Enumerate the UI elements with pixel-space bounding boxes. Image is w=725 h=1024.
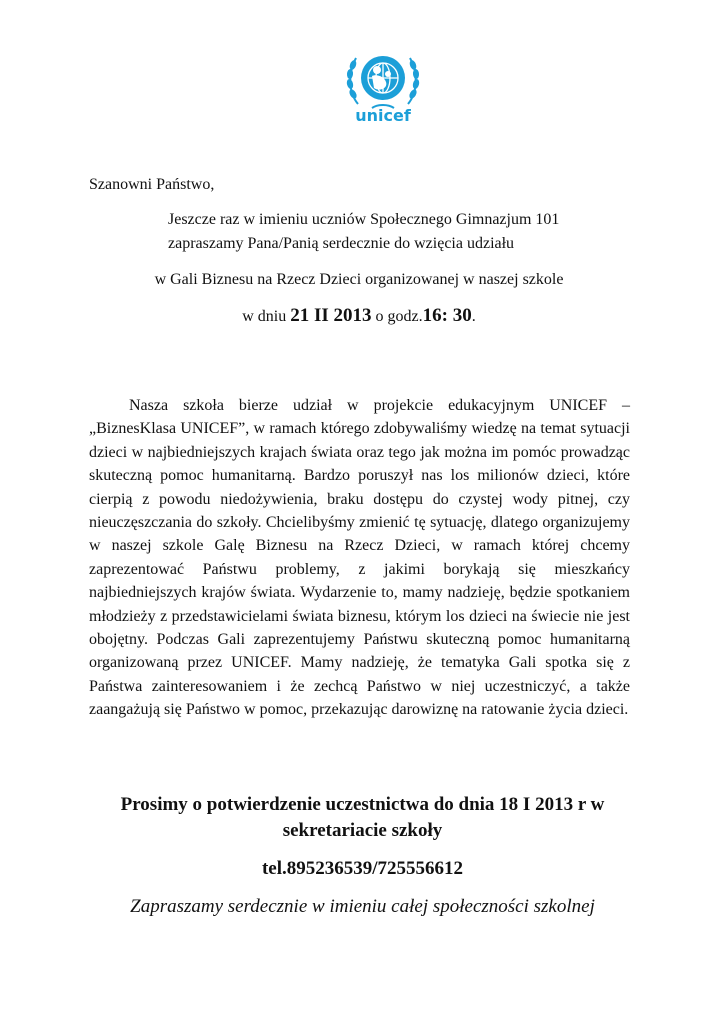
event-time: 16: 30 bbox=[422, 305, 472, 326]
invitation-line-1: Jeszcze raz w imieniu uczniów Społecznego Gimnazjum 101 bbox=[168, 211, 560, 228]
unicef-logo bbox=[344, 48, 422, 124]
time-prefix: o godz. bbox=[371, 308, 423, 325]
event-date: 21 II 2013 bbox=[290, 305, 372, 326]
phone-number: tel.895236539/725556612 bbox=[261, 858, 464, 879]
time-suffix: . bbox=[471, 308, 476, 325]
salutation: Szanowni Państwo, bbox=[89, 176, 215, 193]
unicef-wordmark: unicef bbox=[355, 106, 411, 125]
body-paragraph: Nasza szkoła bierze udział w projekcie edukacyjnym UNICEF – „BiznesKlasa UNICEF”, w ramach którego zdobywaliśmy wiedzę na temat sytuacji dzieci w najbiedniejszych krajach świata oraz tego jak można im pomóc prowadząc skuteczną pomoc humanitarną. Bardzo poruszył nas los milionów dzieci, które cierpią z powodu niedożywienia, braku dostępu do czystej wody pitnej, czy nieuczęszczania do szkoły. Chcielibyśmy zmienić tę sytuację, dlatego organizujemy w naszej szkole Galę Biznesu na Rzecz Dzieci, w ramach której chcemy zaprezentować Państwu problemy, z jakimi borykają się mieszkańcy najbiedniejszych krajów świata. Wydarzenie to, mamy nadzieję, będzie spotkaniem młodzieży z przedstawicielami świata biznesu, którym los dzieci na świecie nie jest obojętny. Podczas Gali zaprezentujemy Państwu skuteczną pomoc humanitarną organizowaną przez UNICEF. Mamy nadzieję, że tematyka Gali spotka się z Państwa zainteresowaniem i że zechcą Państwo w niej uczestniczyć, a także zaangażują się Państwo w pomoc, przekazując darowiznę na ratowanie życia dzieci. bbox=[89, 397, 630, 719]
unicef-emblem-icon bbox=[344, 48, 422, 110]
confirmation-request: Prosimy o potwierdzenie uczestnictwa do dnia 18 I 2013 r w sekretariacie szkoły bbox=[120, 794, 605, 841]
invitation-line-3: w Gali Biznesu na Rzecz Dzieci organizowanej w naszej szkole bbox=[154, 271, 564, 288]
invitation-line-2: zapraszamy Pana/Panią serdecznie do wzięcia udziału bbox=[168, 235, 515, 252]
closing-line: Zapraszamy serdecznie w imieniu całej społeczności szkolnej bbox=[130, 896, 595, 917]
date-prefix: w dniu bbox=[242, 308, 291, 325]
event-date-line bbox=[89, 305, 629, 327]
